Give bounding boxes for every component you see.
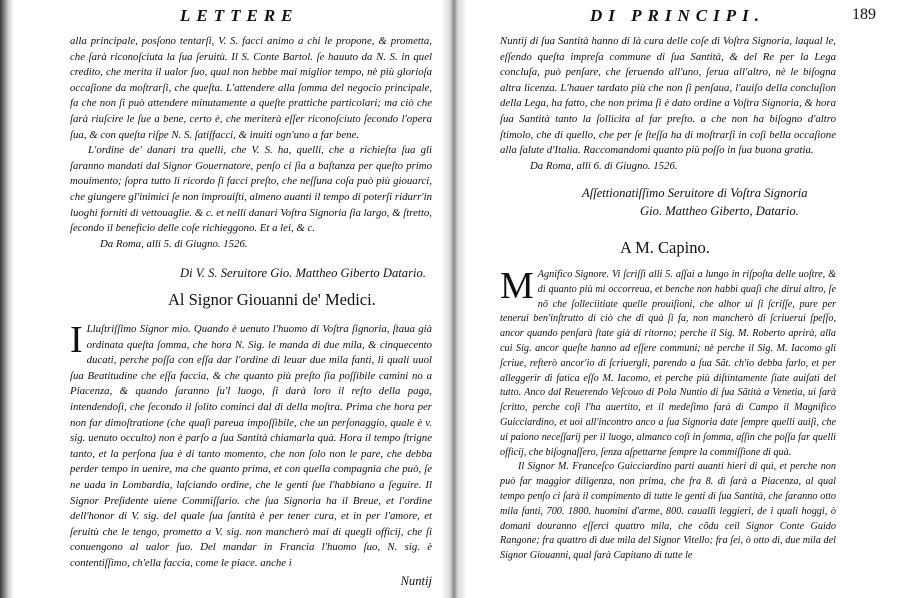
catchword: Nuntij (400, 574, 432, 588)
right-page (500, 0, 876, 598)
drop-cap: I (70, 319, 83, 361)
paragraph: Nuntij di ſua Santità hanno di là cura delle coſe di Voſtra Signoria, laqual le, eſſendo queſta impreſa commune di ſua Santità, & del Re per la Lega concluſa, può penſare, che ſeruendo all'uno, ſerua all'altro, nè le biſogna altra licenza. L'hauer tardato più che non ſi penſaua, l'auiſo della concluſion della Lega, ha fatto, che non prima ſi è dato ordine a Voſtra Signoria, & hora ſua Santità tanto la ſollicita al far preſto. a che non ha biſogno d'altro ſtimolo, che di quello, che per ſe ſteſſa ha di moſtrarſi in coſi bella occaſione alla ſalute d'Italia. Raccomandomi quanto più poſſo in ſua buona gratia. (500, 35, 836, 157)
paragraph: Il Signor M. Franceſco Guicciardino parti auanti hieri di quì, et perche non può far maggior diligenza, non prima, che fra 8. dì ſarà a Piacenza, al qual tempo penſo ci ſarà il compimento di tutte le genti di ſua Santità, che ſaranno otto mila fanti, 700. 1800. huomini d'arme, 800. caualli leggieri, de i quali hoggi, ò domani douranno eſſerci quattro mila, che cõdu ceil Signor Conte Guido Rangone; fra quattro dì due mila del Signor Vitello; fra ſei, ò otto dì, due mila del Signor Giouanni, qual ſarà Capitano di tutte le (500, 461, 836, 562)
page-number: 189 (852, 6, 876, 23)
paragraph: alla principale, posſono tentarſi, V. S. facci animo a chi le propone, & prometta, che ſarà riconoſciuta la ſua ſeruitù. Il S. Conte Bartol. ſe hauuto da N. S. in quel credito, che merita il ualor ſuo, qual non hebbe mai miglior tempo, nè più glorioſa occaſione da moſtrarſi, che queſta. L'attendere alla ſomma del negocio principale, fa che non ſi può attendere minutamente a queſte prattiche particolari; ma ciò che ſarà riuſcire le ſue a bene, certo è, che meriterà eſſer riconoſciuto ſecondo l'opera ſua, & con queſta riſpe N. S. ſatiſfacci, & inuiti ogn'uno a far bene. (70, 35, 432, 141)
left-page (70, 0, 432, 598)
running-head-left: LETTERE (180, 6, 299, 25)
paragraph: Agnifico Signore. Vi ſcriſſi alli 5. aſſai a lungo in riſpoſta delle uoſtre, & di quanto più mi occorreua, et benche non habbi quaſi che dirui altro, ſe nõ che ſolleciitiate quelle prouiſioni, che alhor ui ſi ſcriſſe, pure per tenerui ben'inſtrutto di ciò che di quà ſi fa, non mancherò di ſcriuerui ſpeſſo, ancor quando penſarà ſtate già di ritorno; perche il Sig. M. Roberto aprirà, alla cui Sig. ancor queſte hanno ad eſſere communi; nè perche il Sig. M. Iacomo gli ſcriue, refterò ancor'io di ſcriuergli, parendo a ſua Sãt. ch'io debba farlo, et per alleggerir di fatica eſſo M. Iacomo, et perche più diſtintamente ſiate auiſati del tutto. Anco dal Reuerendo Veſcouo di Pola Nuntio di ſua Sãtità a Venetia, ui ſarà ſcritto, perche coſi l'ha auertito, et il medeſimo farà di Campo il Magnifico Guicciardino, et uoi all'incontro anco a ſua Signoria date ſempre quelli auiſi, che ui paiono neceſſarij per il luogo, almanco coſi in ſomma, aſſin che poſſa far quelli officij, che biſognaſſero, ſenza aſpettarne ſempre la commiſſione di quà. (500, 269, 836, 458)
letter-text-continued (500, 34, 836, 174)
signature-line-2: Gio. Mattheo Giberto, Datario. (640, 204, 799, 218)
letter-text-continued (70, 34, 432, 252)
book-gutter (441, 0, 467, 598)
dateline: Da Roma, alli 6. di Giugno. 1526. (530, 159, 678, 172)
signature-line-1: Aſſettionatiſſimo Seruitore di Voſtra Signoria (582, 186, 808, 200)
running-head-right: DI PRINCIPI. (590, 6, 765, 25)
letter-text (500, 265, 836, 564)
signature: Di V. S. Seruitore Gio. Mattheo Giberto Datario. (180, 266, 426, 280)
letter-heading: A M. Capino. (620, 238, 710, 257)
letter-heading: Al Signor Giouanni de' Medici. (168, 290, 376, 309)
page-edge-shadow (0, 0, 14, 598)
paragraph: L'ordine de' danari tra quelli, che V. S. ha, quelli, che a richieſta ſua gli ſaranno mandati dal Signor Gouernatore, penſo ci ſia a baſtanza per queſto primo mouimento; ſopra tutto li ricordo ſi facci preſto, che neſſuna coſa può più giouarci, che giungere gl'inimici ſe non improuiſti, almeno auanti il tempo di poterſi ridurr'in luoghi forniti di vettouaglie. & c. et nelli danari Voſtra Signoria ſia largo, & ſtretto, ſecondo il beneficio delle coſe richieggono. Et a lei, & c. (70, 144, 432, 235)
letter-text (70, 319, 432, 572)
dateline: Da Roma, alli 5. di Giugno. 1526. (100, 237, 248, 250)
drop-cap: M (500, 265, 534, 307)
paragraph: Lluſtriſſimo Signor mio. Quando è uenuto l'huomo di Voſtra ſignoria, ſtaua già ordinata queſta ſomma, che hora N. Sig. le manda di due mila, & cinquecento ducati, perche poſſa con eſſa dar l'ordine di leuar due mila fanti, li quali uuol ſua Beatitudine che eſſa faccia, & che quanto più preſto ſia poſſibile camini no a Piacenza, & quando ſaranno ſu'l luogo, ſi darà loro il reſto della paga, intendendoſi, che ſecondo il ſolito cominci dal dì della moſtra. Prima che hora per non far dimoſtratione (che quaſi pareua impoſſibile, che un perſonaggio, quale è v. sig. uenuto occulto) non è parſo a ſua Santità chiamarla quà. Hora il tempo ſtrigne tanto, et la perſona ſua è di tanto momento, che non ſolo non le pare, che debba perder tempo in uenire, ma che quanto prima, et con quella compagnia che può, ſe ne uada in Lombardia, laſciando ordine, che le genti ſue l'habbiano a ſeguire. Il Signor Preſidente uiene Commiſſario. che ſua Signoria ha il Breue, et l'ordine dell'honor di V. sig. del quale ſua ſantità è per tener cura, et in per l'amore, et ſeruitù che le tengo, prometto a V. sig. non mancherò mai di quegli officij, che ſi conuengono al ualor ſuo. Del mandar in Francia l'huomo ſuo, N. sig. è contentiſſimo, ch'ella faccia, come le piace. anche i (70, 323, 432, 569)
